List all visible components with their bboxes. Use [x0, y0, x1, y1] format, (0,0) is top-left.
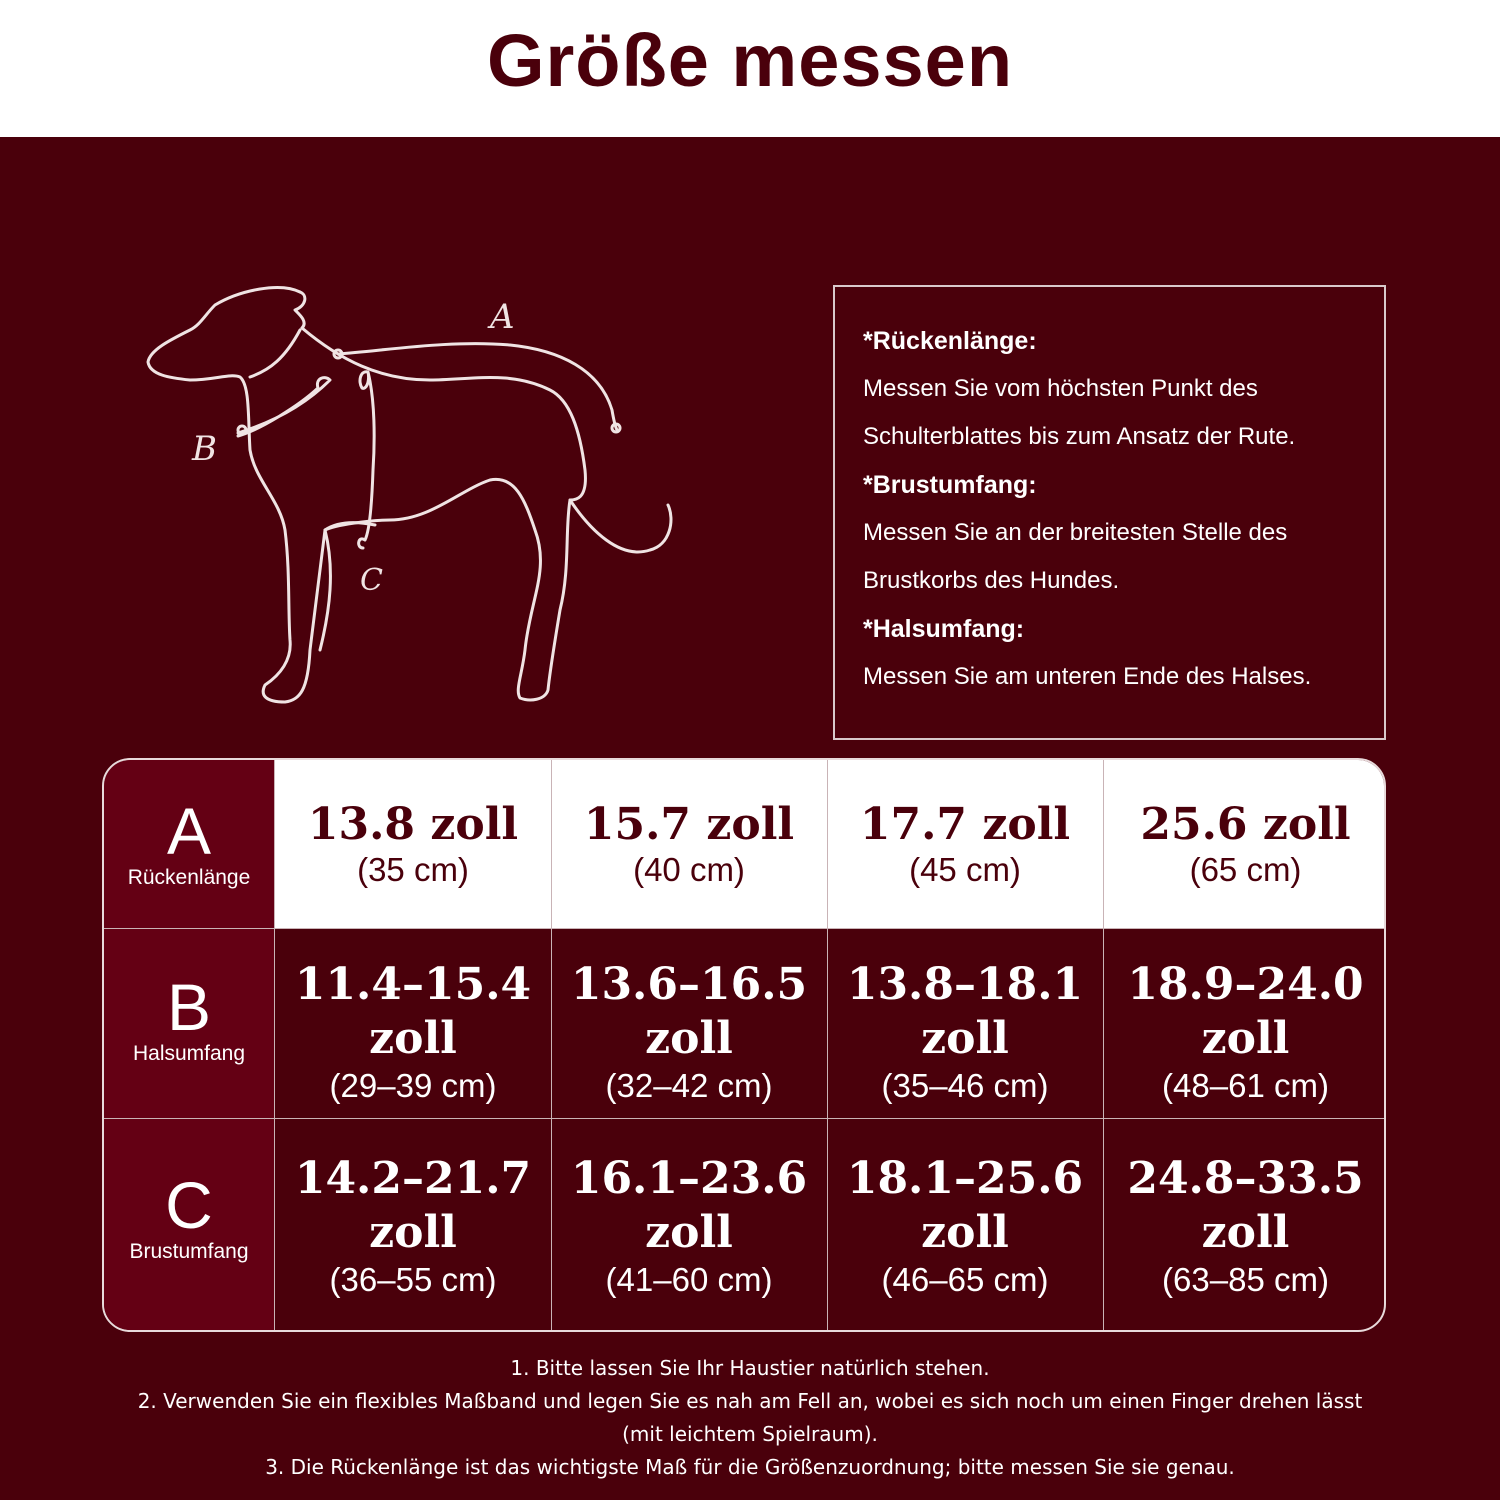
cell-unit: zoll: [645, 1207, 733, 1258]
cell-unit: zoll: [1201, 1207, 1290, 1258]
table-cell: [1103, 1118, 1386, 1332]
dog-head-ear: [250, 292, 305, 377]
footnote: (mit leichtem Spielraum).: [622, 1422, 878, 1446]
info-term-back-length: *Rückenlänge:: [863, 327, 1037, 355]
footnote: 1. Bitte lassen Sie Ihr Haustier natürlich stehen.: [510, 1356, 990, 1380]
cell-value: 13.8–18.1: [846, 959, 1084, 1010]
info-term-neck: *Halsumfang:: [863, 615, 1025, 643]
row-name: Rückenlänge: [127, 866, 251, 889]
diagram-label-c: C: [360, 563, 383, 598]
info-desc-line: Messen Sie an der breitesten Stelle des: [863, 519, 1288, 546]
cell-cm: (46–65 cm): [881, 1261, 1049, 1298]
measure-b-start: [238, 426, 246, 434]
size-table: [102, 758, 1386, 1332]
measure-a: [338, 344, 617, 430]
table-cell: [551, 760, 827, 928]
table-divider: [104, 928, 1386, 929]
cell-unit: zoll: [369, 1207, 457, 1258]
table-divider: [827, 760, 828, 1330]
row-label-b: [104, 928, 275, 1118]
cell-value: 25.6 zoll: [1140, 799, 1351, 850]
dog-measurement-diagram: [130, 270, 690, 720]
cell-cm: (35–46 cm): [881, 1067, 1049, 1104]
info-desc-line: Messen Sie vom höchsten Punkt des: [863, 375, 1258, 402]
cell-cm: (41–60 cm): [605, 1261, 773, 1298]
table-row-a: [104, 760, 1386, 928]
info-desc-line: Messen Sie am unteren Ende des Halses.: [863, 663, 1312, 690]
table-divider: [551, 760, 552, 1330]
row-label-a: [104, 760, 275, 928]
cell-cm: (45 cm): [909, 851, 1021, 888]
cell-unit: zoll: [921, 1207, 1009, 1258]
page-title: Größe messen: [486, 19, 1014, 102]
measure-b: [238, 378, 330, 436]
row-letter: A: [166, 794, 212, 868]
measurement-info-box: [833, 285, 1386, 740]
cell-cm: (35 cm): [357, 851, 469, 888]
cell-value: 15.7 zoll: [583, 799, 795, 850]
header: [0, 0, 1500, 137]
footnote: 3. Die Rückenlänge ist das wichtigste Maß für die Größenzuordnung; bitte messen Sie sie genau.: [265, 1455, 1235, 1479]
cell-value: 16.1–23.6: [570, 1153, 808, 1204]
info-desc-line: Brustkorbs des Hundes.: [863, 567, 1120, 594]
table-cell: [275, 928, 551, 1118]
table-cell: [827, 1118, 1103, 1332]
cell-cm: (40 cm): [633, 851, 745, 888]
table-row-c: [104, 1118, 1386, 1332]
cell-cm: (36–55 cm): [329, 1261, 497, 1298]
table-divider: [1103, 760, 1104, 1330]
cell-unit: zoll: [921, 1013, 1009, 1064]
cell-value: 18.1–25.6: [846, 1153, 1084, 1204]
cell-cm: (48–61 cm): [1162, 1067, 1329, 1104]
dog-outline: [148, 288, 671, 702]
table-row-b: [104, 928, 1386, 1118]
cell-value: 13.6–16.5: [570, 959, 808, 1010]
table-cell: [1103, 928, 1386, 1118]
cell-unit: zoll: [645, 1013, 733, 1064]
row-letter: C: [165, 1168, 213, 1242]
footnote: 2. Verwenden Sie ein flexibles Maßband und legen Sie es nah am Fell an, wobei es sich noch um einen Finger drehen lässt: [137, 1389, 1363, 1413]
cell-value: 17.7 zoll: [859, 799, 1071, 850]
cell-unit: zoll: [369, 1013, 457, 1064]
row-letter: B: [166, 970, 212, 1044]
table-cell: [827, 760, 1103, 928]
diagram-label-b: B: [192, 429, 217, 469]
cell-value: 14.2–21.7: [294, 1153, 532, 1204]
cell-unit: zoll: [1201, 1013, 1290, 1064]
table-cell: [275, 1118, 551, 1332]
table-cell: [275, 760, 551, 928]
cell-value: 24.8–33.5: [1127, 1153, 1364, 1204]
cell-cm: (63–85 cm): [1162, 1261, 1329, 1298]
row-label-c: [104, 1118, 275, 1332]
info-desc-line: Schulterblattes bis zum Ansatz der Rute.: [863, 423, 1296, 450]
cell-cm: (29–39 cm): [329, 1067, 497, 1104]
diagram-label-a: A: [490, 297, 515, 337]
cell-cm: (32–42 cm): [605, 1067, 773, 1104]
cell-cm: (65 cm): [1189, 851, 1302, 888]
info-term-chest: *Brustumfang:: [863, 471, 1037, 499]
table-cell: [551, 928, 827, 1118]
table-cell: [551, 1118, 827, 1332]
table-cell: [1103, 760, 1386, 928]
cell-value: 18.9–24.0: [1127, 959, 1364, 1010]
footnotes: [0, 1352, 1500, 1484]
row-name: Halsumfang: [132, 1042, 246, 1065]
cell-value: 13.8 zoll: [307, 799, 519, 850]
row-name: Brustumfang: [129, 1240, 249, 1263]
cell-value: 11.4–15.4: [294, 959, 532, 1010]
table-cell: [827, 928, 1103, 1118]
table-divider: [104, 1118, 1386, 1119]
